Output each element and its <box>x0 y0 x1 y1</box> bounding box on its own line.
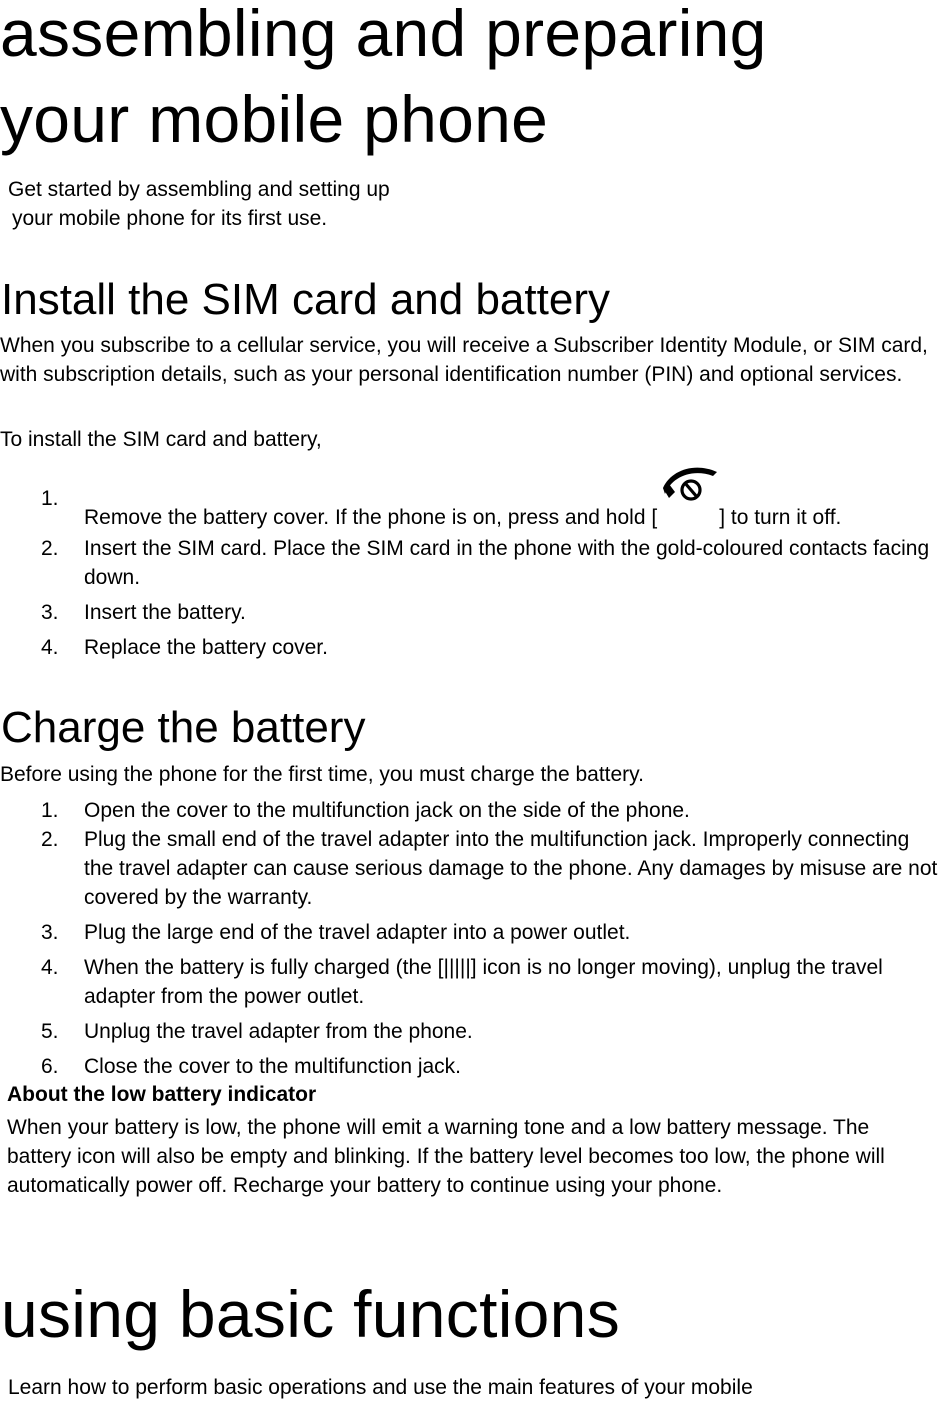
step-number: 4. <box>41 956 59 979</box>
list-item <box>0 1017 938 1046</box>
list-item <box>0 918 938 947</box>
chapter-title-assembling <box>0 0 767 162</box>
step-text: Unplug the travel adapter from the phone. <box>84 1020 473 1043</box>
step-text-after-icon: ] to turn it off. <box>719 506 842 529</box>
list-item <box>0 953 938 1011</box>
list-item <box>0 534 938 592</box>
list-item <box>0 484 938 532</box>
intro-line-1: Get started by assembling and setting up <box>8 178 390 201</box>
step-text-before-icon: Remove the battery cover. If the phone is on, press and hold [ <box>84 506 658 529</box>
step-text: Open the cover to the multifunction jack on the side of the phone. <box>84 799 690 822</box>
charge-steps-list <box>0 796 938 1081</box>
step-text: Replace the battery cover. <box>84 636 328 659</box>
list-item <box>0 825 938 912</box>
low-battery-heading: About the low battery indicator <box>7 1083 317 1106</box>
list-item <box>0 598 938 627</box>
chapter-title-line-2: your mobile phone <box>0 82 549 156</box>
list-item <box>0 796 938 825</box>
low-battery-paragraph: When your battery is low, the phone will emit a warning tone and a low battery message. The battery icon will also be empty and blinking. If the battery level becomes too low, the phone will automatically power off. Recharge your battery to continue using your phone. <box>7 1116 885 1197</box>
step-number: 3. <box>41 601 59 624</box>
step-number: 4. <box>41 636 59 659</box>
step-number: 6. <box>41 1055 59 1078</box>
charge-lead: Before using the phone for the first time, you must charge the battery. <box>0 763 644 786</box>
chapter-intro <box>8 175 390 233</box>
chapter-title-line-1: assembling and preparing <box>0 0 767 70</box>
step-number: 2. <box>41 828 59 851</box>
step-number: 2. <box>41 537 59 560</box>
intro-line-2: your mobile phone for its first use. <box>12 207 328 230</box>
sim-paragraph: When you subscribe to a cellular service, you will receive a Subscriber Identity Module, or SIM card, with subscription details, such as your personal identification number (PIN) and optional services. <box>0 334 928 386</box>
section-heading-charge: Charge the battery <box>1 703 366 752</box>
list-item <box>0 1052 938 1081</box>
step-text: Insert the battery. <box>84 601 246 624</box>
step-text: Insert the SIM card. Place the SIM card in the phone with the gold-coloured contacts facing down. <box>84 537 930 589</box>
chapter-title-basic-functions: using basic functions <box>1 1277 620 1351</box>
step-text: Close the cover to the multifunction jack. <box>84 1055 462 1078</box>
step-number: 1. <box>41 487 59 510</box>
sim-steps-list <box>0 484 938 662</box>
end-call-power-key-icon <box>657 484 719 530</box>
chapter-intro-basic: Learn how to perform basic operations and use the main features of your mobile <box>8 1376 753 1399</box>
step-text: Plug the large end of the travel adapter into a power outlet. <box>84 921 631 944</box>
sim-lead: To install the SIM card and battery, <box>0 428 322 451</box>
step-text: When the battery is fully charged (the [|||||] icon is no longer moving), unplug the travel adapter from the power outlet. <box>84 956 883 1008</box>
step-number: 3. <box>41 921 59 944</box>
section-heading-sim: Install the SIM card and battery <box>1 275 610 324</box>
step-number: 1. <box>41 799 59 822</box>
list-item <box>0 633 938 662</box>
step-text: Plug the small end of the travel adapter into the multifunction jack. Improperly connecting the travel adapter can cause serious damage to the phone. Any damages by misuse are not covered by the warranty. <box>84 828 938 909</box>
step-number: 5. <box>41 1020 59 1043</box>
